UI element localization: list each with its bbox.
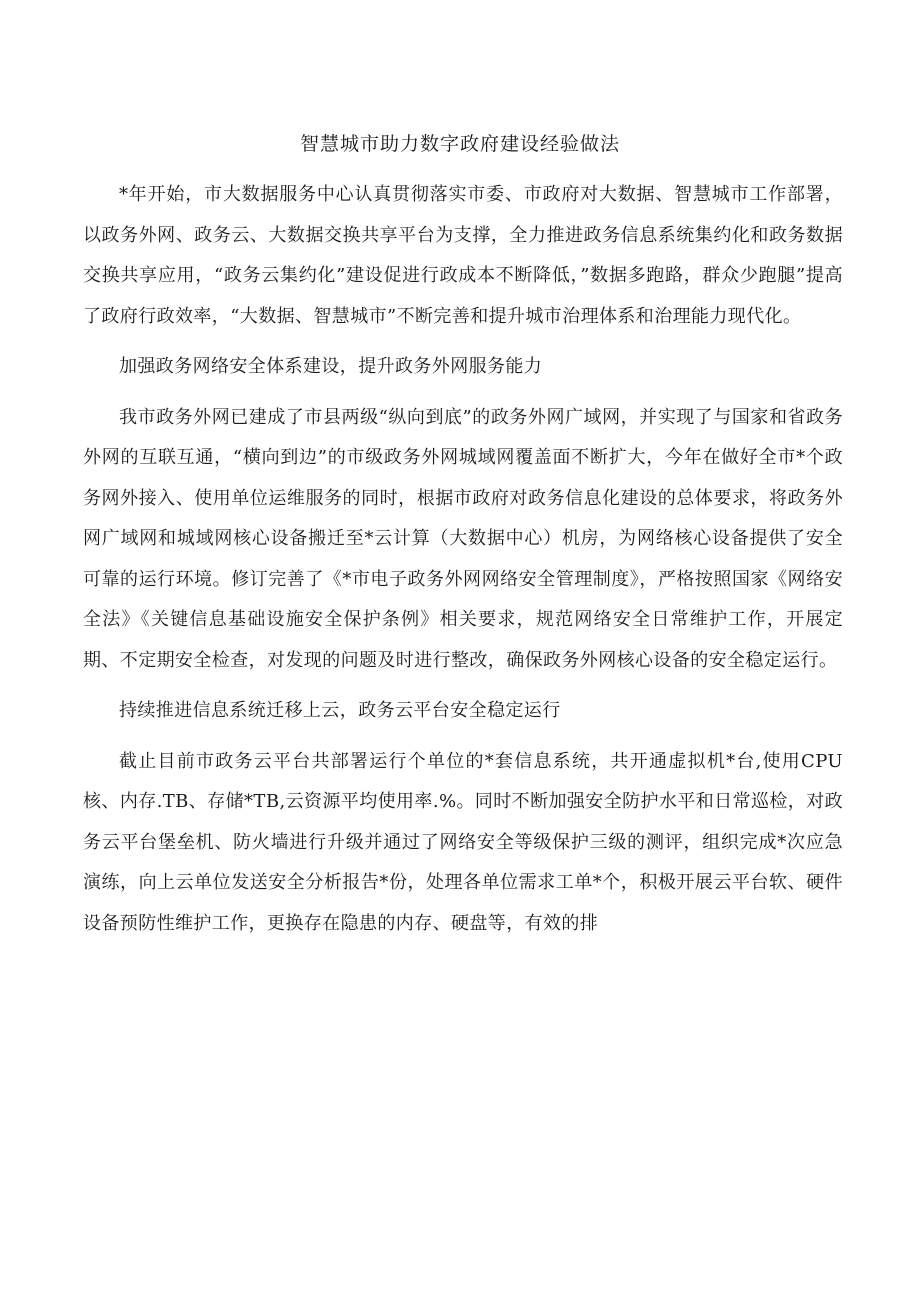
- document-title: 智慧城市助力数字政府建设经验做法: [299, 133, 620, 155]
- paragraph-cloud-migration: 截止目前市政务云平台共部署运行个单位的*套信息系统，共开通虚拟机*台,使用CPU核、内存.TB、存储*TB,云资源平均使用率.%。同时不断加强安全防护水平和日常巡检，对政务云平台堡垒机、防火墙进行升级并通过了网络安全等级保护三级的测评，组织完成*次应急演练，向上云单位发送安全分析报告*份，处理各单位需求工单*个，积极开展云平台软、硬件设备预防性维护工作，更换存在隐患的内存、硬盘等，有效的排: [83, 750, 843, 934]
- section-heading-network-security: 加强政务网络安全体系建设，提升政务外网服务能力: [119, 356, 543, 377]
- document-body: [83, 175, 843, 954]
- paragraph-network-security: 我市政务外网已建成了市县两级“纵向到底”的政务外网广域网，并实现了与国家和省政务外网的互联互通，“横向到边”的市级政务外网城域网覆盖面不断扩大，今年在做好全市*个政务网外接入、使用单位运维服务的同时，根据市政府对政务信息化建设的总体要求，将政务外网广域网和城域网核心设备搬迁至*云计算（大数据中心）机房，为网络核心设备提供了安全可靠的运行环境。修订完善了《*市电子政务外网网络安全管理制度》，严格按照国家《网络安全法》《关键信息基础设施安全保护条例》相关要求，规范网络安全日常维护工作，开展定期、不定期安全检查，对发现的问题及时进行整改，确保政务外网核心设备的安全稳定运行。: [83, 406, 843, 671]
- section-heading-cloud-migration: 持续推进信息系统迁移上云，政务云平台安全稳定运行: [119, 700, 561, 721]
- paragraph-intro: *年开始，市大数据服务中心认真贯彻落实市委、市政府对大数据、智慧城市工作部署，以政务外网、政务云、大数据交换共享平台为支撑，全力推进政务信息系统集约化和政务数据交换共享应用，“政务云集约化”建设促进行政成本不断降低，”数据多跑路，群众少跑腿”提高了政府行政效率，“大数据、智慧城市”不断完善和提升城市治理体系和治理能力现代化。: [83, 184, 843, 327]
